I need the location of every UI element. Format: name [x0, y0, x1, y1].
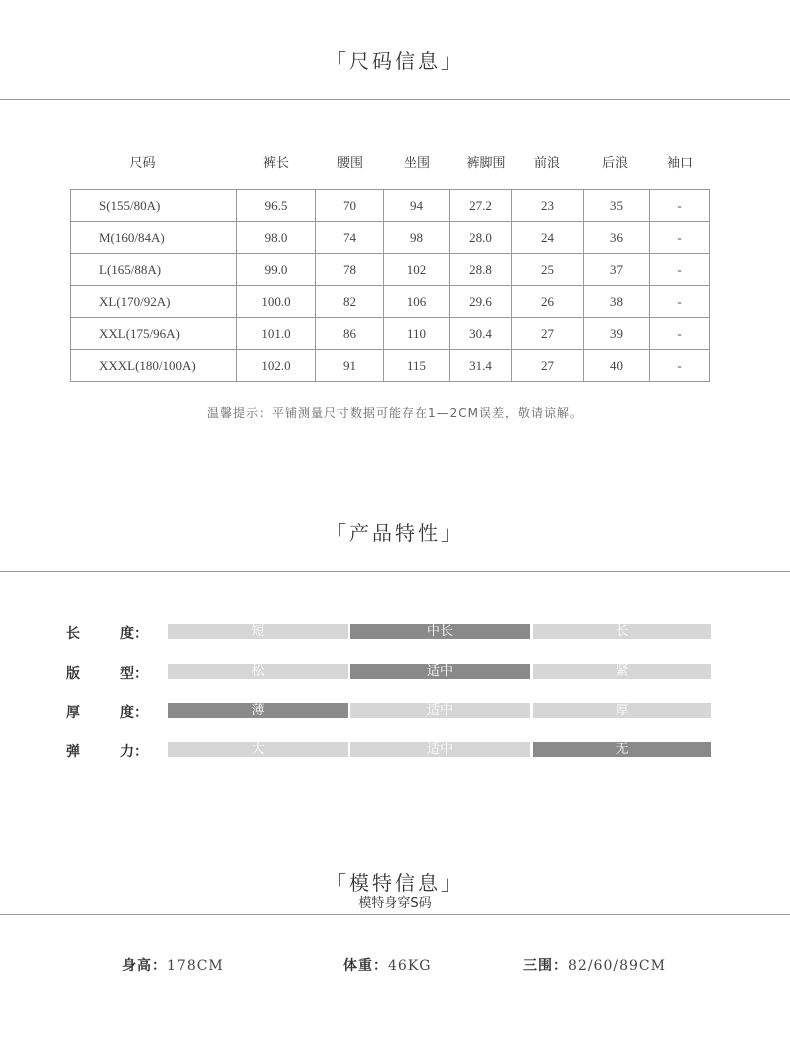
table-cell: 70 [316, 190, 384, 222]
table-cell: M(160/84A) [71, 222, 237, 254]
table-cell: XXL(175/96A) [71, 318, 237, 350]
table-cell: 28.8 [450, 254, 512, 286]
feature-label-suffix: 型： [120, 666, 148, 682]
table-row [71, 254, 710, 286]
feature-option: 松 [168, 664, 348, 679]
table-row [71, 190, 710, 222]
table-cell: 110 [384, 318, 450, 350]
model-section-title: 「模特信息」 [326, 871, 464, 895]
header-size: 尺码 [129, 156, 156, 171]
size-section-title: 「尺码信息」 [326, 49, 464, 73]
table-cell: 23 [512, 190, 584, 222]
table-cell: 37 [584, 254, 650, 286]
header-hip: 坐围 [403, 156, 430, 171]
table-cell: 26 [512, 286, 584, 318]
table-cell: 115 [384, 350, 450, 382]
table-cell: 94 [384, 190, 450, 222]
table-cell: 35 [584, 190, 650, 222]
table-row [71, 222, 710, 254]
model-weight-value: 46KG [388, 958, 432, 974]
table-row [71, 318, 710, 350]
table-cell: S(155/80A) [71, 190, 237, 222]
table-row [71, 350, 710, 382]
table-cell: - [650, 318, 710, 350]
table-cell: 24 [512, 222, 584, 254]
table-cell: 25 [512, 254, 584, 286]
table-cell: 74 [316, 222, 384, 254]
model-measurements [523, 955, 666, 975]
feature-option-selected: 中长 [350, 624, 530, 639]
table-cell: 91 [316, 350, 384, 382]
table-cell: 31.4 [450, 350, 512, 382]
feature-label-char: 长 [66, 626, 80, 642]
feature-option: 短 [168, 624, 348, 639]
table-cell: 28.0 [450, 222, 512, 254]
feature-option: 适中 [350, 703, 530, 718]
feature-label-suffix: 力： [120, 744, 148, 760]
model-size-note: 模特身穿S码 [358, 896, 432, 911]
table-cell: 86 [316, 318, 384, 350]
table-cell: 38 [584, 286, 650, 318]
table-cell: - [650, 350, 710, 382]
model-height-label: 身高： [122, 958, 167, 974]
feature-option: 长 [533, 624, 711, 639]
table-cell: - [650, 190, 710, 222]
table-cell: 102 [384, 254, 450, 286]
table-cell: 27.2 [450, 190, 512, 222]
measurement-note: 温馨提示：平铺测量尺寸数据可能存在1—2CM误差，敬请谅解。 [206, 406, 583, 420]
feature-option: 紧 [533, 664, 711, 679]
table-cell: XL(170/92A) [71, 286, 237, 318]
table-cell: L(165/88A) [71, 254, 237, 286]
model-measurements-value: 82/60/89CM [568, 958, 666, 974]
table-cell: 99.0 [237, 254, 316, 286]
feature-section-divider [0, 571, 790, 572]
header-back-rise: 后浪 [601, 156, 628, 171]
feature-label-char: 版 [66, 666, 80, 682]
model-height [122, 955, 224, 975]
feature-option-selected: 适中 [350, 664, 530, 679]
model-height-value: 178CM [167, 958, 224, 974]
table-cell: 82 [316, 286, 384, 318]
table-cell: 96.5 [237, 190, 316, 222]
table-cell: 27 [512, 350, 584, 382]
header-waist: 腰围 [336, 156, 363, 171]
table-cell: 27 [512, 318, 584, 350]
table-cell: 98 [384, 222, 450, 254]
table-cell: 101.0 [237, 318, 316, 350]
header-length: 裤长 [262, 156, 289, 171]
feature-label-suffix: 度： [120, 705, 148, 721]
table-cell: 36 [584, 222, 650, 254]
table-row [71, 286, 710, 318]
feature-option-selected: 薄 [168, 703, 348, 718]
table-cell: 106 [384, 286, 450, 318]
table-cell: XXXL(180/100A) [71, 350, 237, 382]
header-front-rise: 前浪 [533, 156, 560, 171]
table-cell: 102.0 [237, 350, 316, 382]
table-cell: 39 [584, 318, 650, 350]
size-section-divider [0, 99, 790, 100]
table-cell: - [650, 286, 710, 318]
feature-label-char: 厚 [66, 705, 80, 721]
model-weight [343, 955, 431, 975]
feature-section-title: 「产品特性」 [326, 521, 464, 545]
table-cell: - [650, 222, 710, 254]
model-section-divider [0, 914, 790, 915]
table-cell: - [650, 254, 710, 286]
feature-label-char: 弹 [66, 744, 80, 760]
table-cell: 100.0 [237, 286, 316, 318]
header-cuff: 袖口 [666, 156, 693, 171]
table-cell: 29.6 [450, 286, 512, 318]
size-table [70, 189, 710, 382]
table-cell: 78 [316, 254, 384, 286]
feature-option: 厚 [533, 703, 711, 718]
model-weight-label: 体重： [343, 958, 388, 974]
feature-option-selected: 无 [533, 742, 711, 757]
table-cell: 98.0 [237, 222, 316, 254]
feature-option: 适中 [350, 742, 530, 757]
model-measurements-label: 三围： [523, 958, 568, 974]
feature-label-suffix: 度： [120, 626, 148, 642]
table-cell: 30.4 [450, 318, 512, 350]
feature-option: 大 [168, 742, 348, 757]
table-cell: 40 [584, 350, 650, 382]
header-leg-opening: 裤脚围 [466, 156, 506, 171]
